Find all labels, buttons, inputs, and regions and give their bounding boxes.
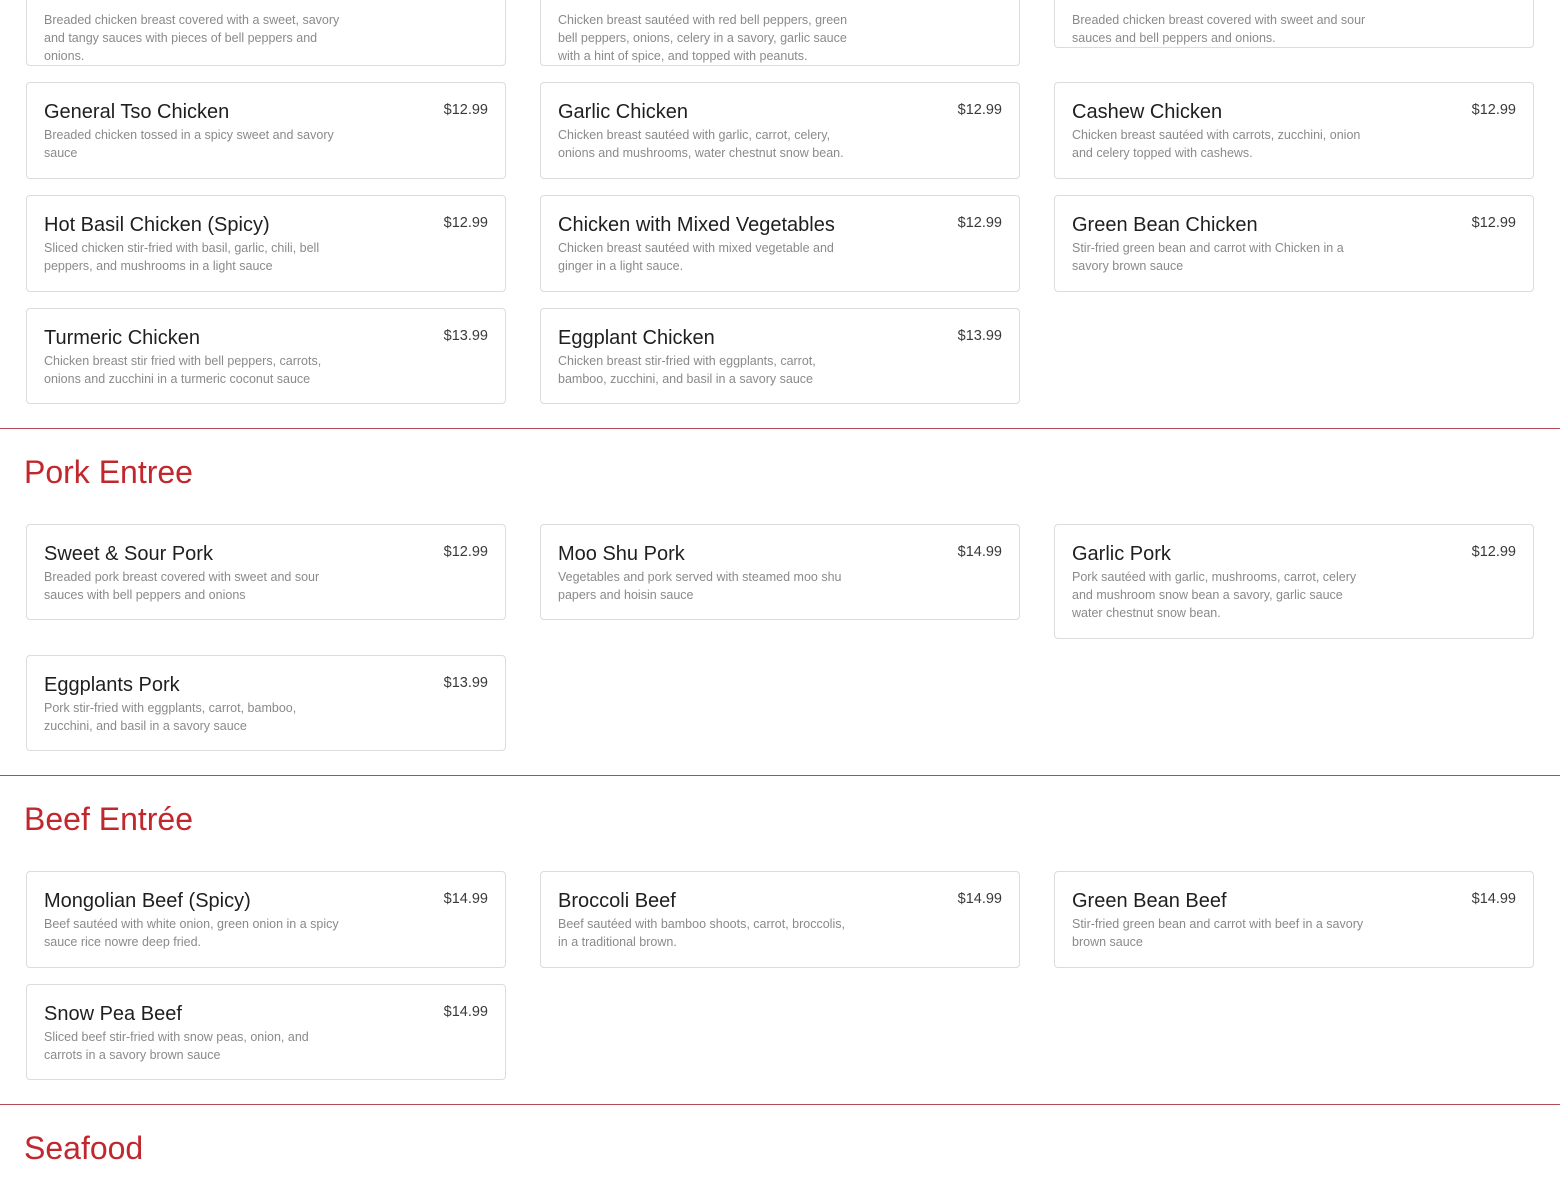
section-title-beef: Beef Entrée: [24, 801, 193, 837]
item-name: Green Bean Chicken: [1072, 214, 1258, 236]
item-description: Pork sautéed with garlic, mushrooms, carrot, celery and mushroom snow bean a savory, garlic sauce water chestnut snow bean.: [1072, 570, 1357, 620]
item-price: $12.99: [1471, 215, 1516, 231]
item-description: Stir-fried green bean and carrot with Chicken in a savory brown sauce: [1072, 241, 1344, 273]
item-description: Chicken breast sautéed with mixed vegetable and ginger in a light sauce.: [558, 241, 834, 273]
item-description: Sliced chicken stir-fried with basil, garlic, chili, bell peppers, and mushrooms in a light sauce: [44, 241, 320, 273]
menu-item-card[interactable]: [540, 871, 1020, 968]
item-name: Eggplant Chicken: [558, 327, 715, 349]
item-price: $12.99: [443, 215, 488, 231]
item-description: Breaded chicken breast covered with a sweet, savory and tangy sauces with pieces of bell peppers and onions.: [44, 13, 340, 63]
section-title-pork: Pork Entree: [24, 454, 193, 490]
menu-item-card[interactable]: [26, 82, 506, 179]
item-description: Pork stir-fried with eggplants, carrot, bamboo, zucchini, and basil in a savory sauce: [44, 701, 297, 733]
menu-item-card[interactable]: [1054, 871, 1534, 968]
item-description: Breaded pork breast covered with sweet and sour sauces with bell peppers and onions: [44, 570, 320, 602]
item-name: Snow Pea Beef: [44, 1003, 182, 1025]
menu-item-card[interactable]: [26, 308, 506, 404]
item-description: Chicken breast stir fried with bell peppers, carrots, onions and zucchini in a turmeric coconut sauce: [44, 354, 322, 386]
item-name: Garlic Pork: [1072, 543, 1171, 565]
item-name: Moo Shu Pork: [558, 543, 685, 565]
item-description: Chicken breast stir-fried with eggplants, carrot, bamboo, zucchini, and basil in a savory sauce: [558, 354, 816, 386]
item-name: Eggplants Pork: [44, 674, 180, 696]
item-name: Cashew Chicken: [1072, 101, 1223, 123]
item-price: $12.99: [443, 102, 488, 118]
item-price: $12.99: [1471, 544, 1516, 560]
menu-item-card[interactable]: [540, 308, 1020, 404]
menu-item-card[interactable]: [26, 195, 506, 292]
item-description: Beef sautéed with bamboo shoots, carrot, broccolis, in a traditional brown.: [558, 917, 845, 949]
menu-item-card[interactable]: [1054, 82, 1534, 179]
menu-item-card[interactable]: [26, 0, 506, 66]
item-name: General Tso Chicken: [44, 101, 230, 123]
item-description: Beef sautéed with white onion, green onion in a spicy sauce rice nowre deep fried.: [44, 917, 339, 949]
menu-item-card[interactable]: [540, 195, 1020, 292]
menu-item-card[interactable]: [1054, 195, 1534, 292]
item-price: $14.99: [443, 1004, 488, 1020]
item-price: $14.99: [1471, 891, 1516, 907]
item-description: Vegetables and pork served with steamed moo shu papers and hoisin sauce: [558, 570, 842, 602]
menu-item-card[interactable]: [540, 0, 1020, 66]
item-price: $12.99: [443, 544, 488, 560]
item-description: Breaded chicken breast covered with sweet and sour sauces and bell peppers and onions.: [1072, 13, 1366, 45]
item-price: $13.99: [443, 328, 488, 344]
item-price: $12.99: [957, 215, 1002, 231]
item-name: Green Bean Beef: [1072, 890, 1227, 912]
item-price: $14.99: [957, 544, 1002, 560]
menu-item-card[interactable]: [540, 82, 1020, 179]
item-price: $14.99: [443, 891, 488, 907]
item-price: $12.99: [1471, 102, 1516, 118]
menu-item-card[interactable]: [540, 524, 1020, 620]
item-name: Turmeric Chicken: [44, 327, 200, 349]
item-name: Mongolian Beef (Spicy): [44, 890, 251, 912]
item-name: Hot Basil Chicken (Spicy): [44, 214, 270, 236]
item-name: Sweet & Sour Pork: [44, 543, 213, 565]
item-name: Garlic Chicken: [558, 101, 689, 123]
item-description: Chicken breast sautéed with red bell peppers, green bell peppers, onions, celery in a savory, garlic sauce with a hint of spice, and topped with peanuts.: [558, 13, 848, 63]
menu-item-card[interactable]: [26, 524, 506, 620]
section-divider: [0, 428, 1560, 429]
menu-item-card[interactable]: [1054, 0, 1534, 48]
item-description: Breaded chicken tossed in a spicy sweet and savory sauce: [44, 128, 334, 160]
item-price: $14.99: [957, 891, 1002, 907]
section-title-seafood: Seafood: [24, 1130, 144, 1166]
section-divider: [0, 1104, 1560, 1105]
menu-item-card[interactable]: [26, 984, 506, 1080]
item-description: Chicken breast sautéed with carrots, zucchini, onion and celery topped with cashews.: [1072, 128, 1361, 160]
item-description: Chicken breast sautéed with garlic, carrot, celery, onions and mushrooms, water chestnut snow bean.: [558, 128, 844, 160]
item-description: Sliced beef stir-fried with snow peas, onion, and carrots in a savory brown sauce: [44, 1030, 309, 1062]
item-price: $13.99: [957, 328, 1002, 344]
section-divider: [0, 775, 1560, 776]
item-name: Broccoli Beef: [558, 890, 676, 912]
menu-item-card[interactable]: [26, 871, 506, 968]
item-price: $12.99: [957, 102, 1002, 118]
item-price: $13.99: [443, 675, 488, 691]
menu-item-card[interactable]: [26, 655, 506, 751]
menu-item-card[interactable]: [1054, 524, 1534, 639]
item-name: Chicken with Mixed Vegetables: [558, 214, 835, 236]
item-description: Stir-fried green bean and carrot with beef in a savory brown sauce: [1072, 917, 1364, 949]
